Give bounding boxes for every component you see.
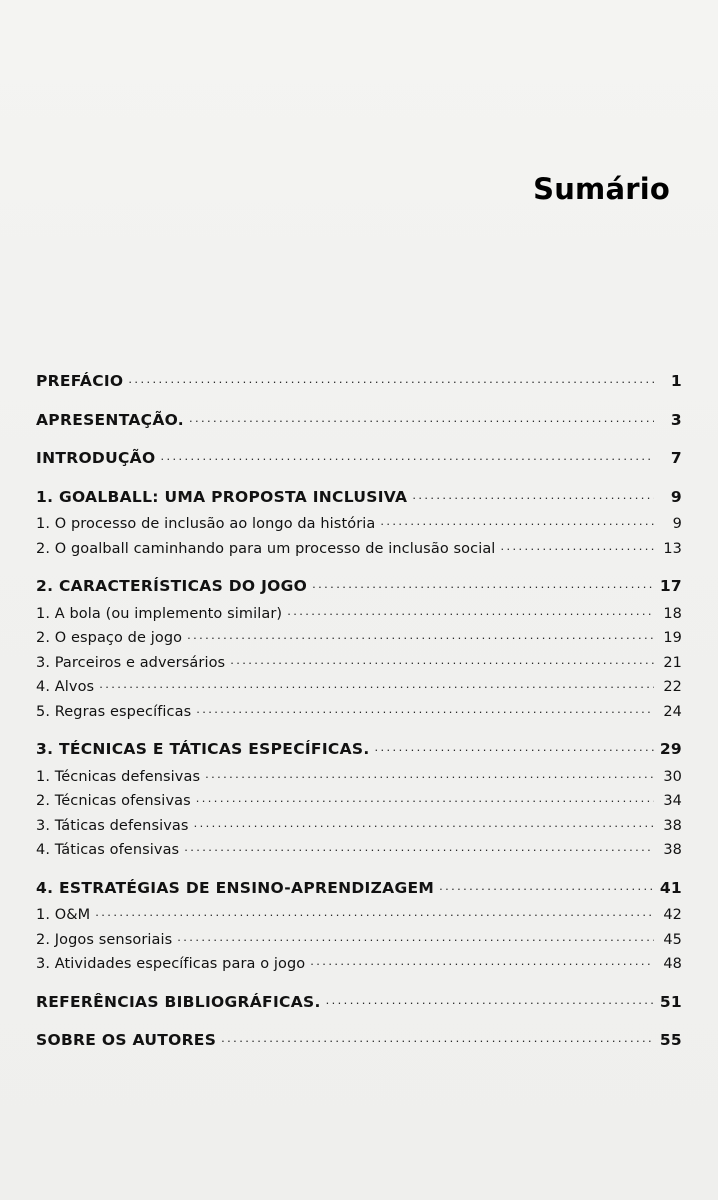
- toc-entry[interactable]: [36, 789, 682, 809]
- toc-entry-label: 2. Técnicas ofensivas: [36, 793, 191, 809]
- toc-entry-page-number: 7: [670, 449, 682, 467]
- toc-entry-page-number: 41: [659, 878, 682, 897]
- toc-entry-label: 1. O&M: [36, 907, 91, 923]
- toc-entry-page-number: 24: [663, 703, 682, 720]
- toc-entry[interactable]: [36, 537, 682, 557]
- toc-group-referencias: [36, 991, 682, 1011]
- toc-entry[interactable]: [36, 602, 682, 622]
- toc-entry[interactable]: [36, 575, 682, 595]
- toc-group-cap4: [36, 877, 682, 972]
- toc-entry[interactable]: [36, 928, 682, 948]
- toc-entry-page-number: 17: [659, 577, 682, 595]
- table-of-contents: [36, 370, 682, 1068]
- toc-leader-dots: [439, 877, 654, 893]
- toc-entry-label: INTRODUÇÃO: [36, 449, 156, 467]
- toc-entry-label: 1. A bola (ou implemento similar): [36, 605, 283, 622]
- toc-entry-label: 3. Parceiros e adversários: [36, 654, 226, 671]
- toc-entry[interactable]: [36, 903, 682, 923]
- toc-entry-page-number: 38: [663, 842, 682, 858]
- toc-entry[interactable]: [36, 626, 682, 646]
- toc-leader-dots: [196, 700, 654, 716]
- toc-entry[interactable]: [36, 700, 682, 720]
- toc-entry-label: 1. GOALBALL: UMA PROPOSTA INCLUSIVA: [36, 487, 408, 506]
- toc-entry-label: 3. TÉCNICAS E TÁTICAS ESPECÍFICAS.: [36, 740, 370, 758]
- toc-entry-page-number: 29: [659, 740, 682, 758]
- toc-entry-page-number: 51: [659, 992, 682, 1011]
- toc-leader-dots: [375, 738, 654, 754]
- toc-entry-page-number: 55: [659, 1031, 682, 1049]
- toc-entry-page-number: 1: [670, 372, 682, 390]
- toc-entry[interactable]: [36, 447, 682, 467]
- toc-entry-label: 1. O processo de inclusão ao longo da história: [36, 516, 376, 532]
- toc-entry-page-number: 9: [670, 487, 682, 506]
- toc-entry[interactable]: [36, 738, 682, 758]
- toc-leader-dots: [287, 602, 654, 618]
- toc-leader-dots: [312, 575, 654, 591]
- toc-entry[interactable]: [36, 991, 682, 1011]
- toc-group-cap3: [36, 738, 682, 858]
- toc-entry[interactable]: [36, 675, 682, 695]
- toc-entry-page-number: 48: [663, 956, 682, 972]
- toc-leader-dots: [189, 409, 654, 425]
- toc-group-cap2: [36, 575, 682, 719]
- toc-leader-dots: [95, 903, 654, 919]
- toc-group-apresentacao: [36, 409, 682, 429]
- toc-entry-page-number: 34: [663, 793, 682, 809]
- toc-group-introducao: [36, 447, 682, 467]
- toc-leader-dots: [99, 675, 654, 691]
- toc-entry[interactable]: [36, 765, 682, 785]
- toc-entry-page-number: 18: [663, 605, 682, 622]
- toc-entry-label: 4. ESTRATÉGIAS DE ENSINO-APRENDIZAGEM: [36, 878, 435, 897]
- toc-entry-label: 4. Táticas ofensivas: [36, 842, 180, 858]
- toc-leader-dots: [230, 651, 654, 667]
- toc-group-prefacio: [36, 370, 682, 390]
- toc-entry[interactable]: [36, 814, 682, 834]
- toc-entry[interactable]: [36, 838, 682, 858]
- toc-group-autores: [36, 1029, 682, 1049]
- toc-entry-label: 2. O espaço de jogo: [36, 630, 183, 646]
- toc-entry-label: APRESENTAÇÃO.: [36, 410, 184, 429]
- toc-leader-dots: [196, 789, 654, 805]
- toc-entry-label: 2. O goalball caminhando para um processo de inclusão social: [36, 540, 496, 557]
- page-title: Sumário: [533, 172, 670, 206]
- toc-leader-dots: [412, 486, 654, 502]
- toc-leader-dots: [205, 765, 654, 781]
- toc-entry-page-number: 3: [670, 410, 682, 429]
- toc-entry[interactable]: [36, 952, 682, 972]
- toc-entry-label: 2. Jogos sensoriais: [36, 931, 173, 948]
- toc-leader-dots: [184, 838, 654, 854]
- toc-leader-dots: [221, 1029, 654, 1045]
- toc-leader-dots: [128, 370, 654, 386]
- toc-entry[interactable]: [36, 512, 682, 532]
- toc-leader-dots: [194, 814, 654, 830]
- toc-entry-page-number: 13: [663, 540, 682, 557]
- toc-entry[interactable]: [36, 877, 682, 897]
- toc-leader-dots: [380, 512, 654, 528]
- toc-entry-page-number: 22: [663, 679, 682, 695]
- toc-leader-dots: [187, 626, 654, 642]
- toc-leader-dots: [160, 447, 654, 463]
- toc-entry-label: REFERÊNCIAS BIBLIOGRÁFICAS.: [36, 992, 321, 1011]
- toc-entry-label: 4. Alvos: [36, 679, 95, 695]
- toc-leader-dots: [500, 537, 654, 553]
- toc-entry-label: 2. CARACTERÍSTICAS DO JOGO: [36, 577, 308, 595]
- toc-entry[interactable]: [36, 486, 682, 506]
- toc-leader-dots: [310, 952, 654, 968]
- toc-entry-page-number: 45: [663, 931, 682, 948]
- toc-entry-page-number: 19: [663, 630, 682, 646]
- toc-leader-dots: [177, 928, 654, 944]
- toc-entry[interactable]: [36, 409, 682, 429]
- toc-group-cap1: [36, 486, 682, 557]
- toc-entry-page-number: 9: [672, 516, 682, 532]
- toc-entry-label: 3. Atividades específicas para o jogo: [36, 956, 306, 972]
- toc-entry-label: 3. Táticas defensivas: [36, 817, 189, 834]
- toc-entry-page-number: 38: [663, 817, 682, 834]
- toc-entry[interactable]: [36, 370, 682, 390]
- toc-entry-page-number: 21: [663, 654, 682, 671]
- toc-entry-label: SOBRE OS AUTORES: [36, 1031, 217, 1049]
- toc-entry-label: PREFÁCIO: [36, 372, 124, 390]
- toc-entry[interactable]: [36, 1029, 682, 1049]
- toc-entry[interactable]: [36, 651, 682, 671]
- toc-entry-label: 5. Regras específicas: [36, 703, 192, 720]
- toc-leader-dots: [326, 991, 654, 1007]
- toc-entry-page-number: 42: [663, 907, 682, 923]
- toc-entry-page-number: 30: [663, 768, 682, 785]
- toc-entry-label: 1. Técnicas defensivas: [36, 768, 201, 785]
